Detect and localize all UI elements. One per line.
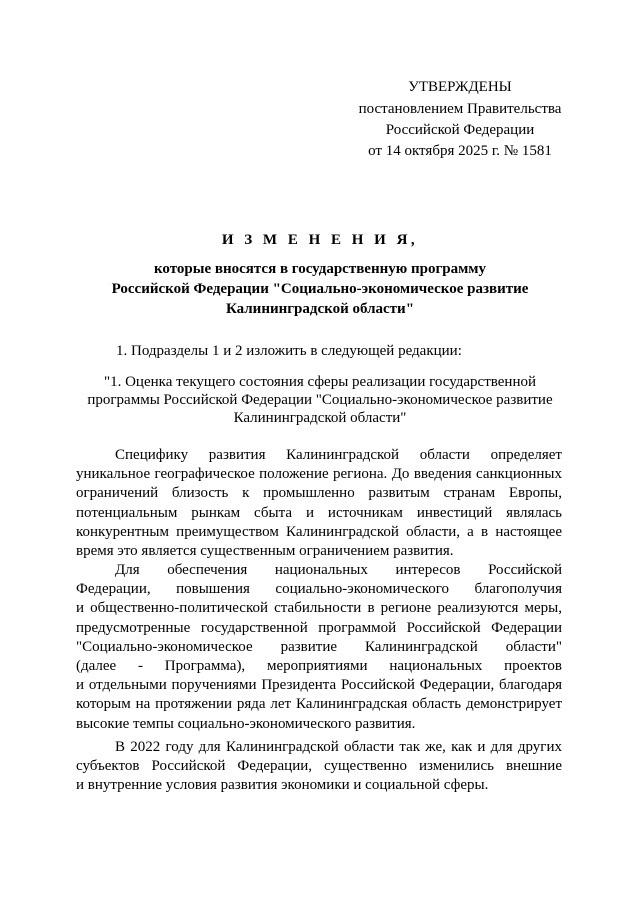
- text-line: субъектов Российской Федерации, существенно изменились внешние: [76, 758, 562, 775]
- approval-line: постановлением Правительства: [358, 101, 562, 117]
- section-heading: [70, 373, 570, 427]
- title-line: которые вносятся в государственную программу: [153, 261, 487, 277]
- text-line: потенциальным рынкам сбыта и источникам инвестиций являлась: [76, 504, 562, 521]
- text-line: и отдельными поручениями Президента Российской Федерации, благодаря: [76, 677, 562, 694]
- text-line: (далее - Программа), мероприятиями национальных проектов: [76, 658, 562, 675]
- document-title: [70, 230, 570, 319]
- text-line: В 2022 году для Калининградской области так же, как и для других: [115, 739, 562, 755]
- item-1-text: 1. Подразделы 1 и 2 изложить в следующей редакции:: [116, 343, 462, 359]
- title-line: Калининградской области": [225, 301, 415, 317]
- text-line: конкурентным преимуществом Калининградской области, а в настоящее: [76, 523, 562, 540]
- title-line: Российской Федерации "Социально-экономическое развитие: [111, 281, 529, 297]
- text-line: которым на протяжении ряда лет Калининградская область демонстрирует: [76, 696, 562, 713]
- paragraph-1: [76, 446, 562, 561]
- section-heading-line: программы Российской Федерации "Социально-экономическое развитие: [87, 392, 553, 408]
- text-line: Специфику развития Калининградской области определяет: [115, 447, 562, 463]
- text-line: Для обеспечения национальных интересов Российской: [115, 562, 562, 578]
- text-line: Федерации, повышения социально-экономического благополучия: [76, 581, 562, 598]
- text-line: и общественно-политической стабильности в регионе реализуются меры,: [76, 600, 562, 617]
- text-line: предусмотренные государственной программой Российской Федерации: [76, 619, 562, 636]
- approval-line: Российской Федерации: [385, 122, 535, 138]
- section-heading-line: "1. Оценка текущего состояния сферы реализации государственной: [103, 374, 537, 390]
- paragraph-3: [76, 738, 562, 796]
- text-line: высокие темпы социально-экономического развития.: [76, 715, 416, 732]
- text-line: уникальное географическое положение региона. До введения санкционных: [76, 466, 562, 483]
- approval-line: от 14 октября 2025 г. № 1581: [368, 143, 552, 159]
- approval-stamp: [340, 77, 580, 162]
- approval-heading: УТВЕРЖДЕНЫ: [408, 79, 512, 95]
- text-line: время это является существенным ограничением развития.: [76, 543, 454, 560]
- paragraph-2: [76, 561, 562, 734]
- text-line: ограничений близость к промышленно развитым странам Европы,: [76, 485, 562, 502]
- title-main: И З М Е Н Е Н И Я,: [221, 232, 419, 248]
- section-heading-line: Калининградской области": [233, 410, 407, 426]
- text-line: и внутренние условия развития экономики и социальной сферы.: [76, 777, 489, 794]
- text-line: "Социально-экономическое развитие Калининградской области": [76, 638, 562, 655]
